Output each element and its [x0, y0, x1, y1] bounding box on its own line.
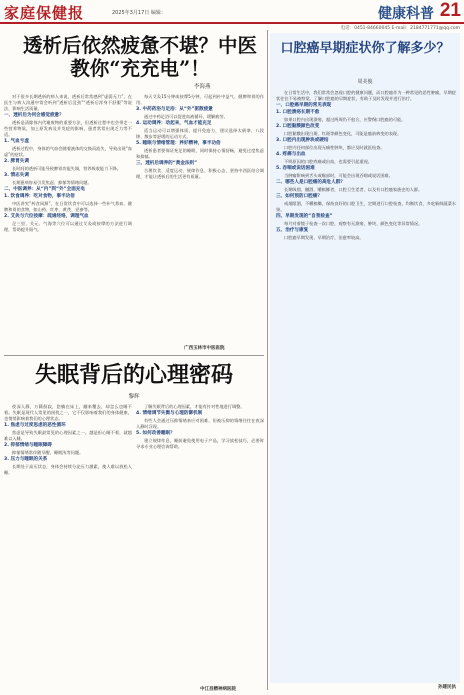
subheading: 3. 压力与睡眠的关系: [4, 457, 48, 462]
column-divider: [267, 30, 268, 690]
paragraph: 口腔黏膜出现白斑、红斑等颜色变化，可能是癌前病变的表现。: [284, 131, 402, 136]
page-header: [0, 0, 464, 24]
paragraph: 对于很多长期透析的病人来说，透析后常常感到“虚弱无力”，在医生与病人沟通中常会听到“透析后没劲”“透析后浑身不舒服”等说法，影响生活质量。: [4, 94, 132, 111]
subheading: 一、透析后为何会感觉疲惫？: [4, 113, 64, 118]
paragraph: 了解失眠背后的心理因素，才能有针对性地进行调整。: [144, 404, 245, 409]
paragraph: 透析患者要保证充足的睡眠，同时保持心情舒畅，避免过度焦虑和抑郁。: [136, 148, 264, 159]
subheading: 2. 抑郁情绪与睡眠障碍: [4, 443, 52, 448]
page-number: 21: [439, 0, 461, 21]
subheading: 五、治疗与康复: [276, 228, 309, 233]
paragraph: 长期吸烟、酗酒、嚼槟榔者，口腔卫生差者，以及有口腔癌家族史的人群。: [284, 187, 423, 192]
article1-headline: 透析后依然疲惫不堪？中医教你“充充电”！: [22, 34, 257, 80]
article1-column-2: [136, 94, 264, 350]
article3-headline: 失眠背后的心理密码: [34, 362, 233, 388]
subheading: 1. 焦虑与过度思虑的恶性循环: [4, 423, 66, 428]
paragraph: 夜深人静，万籁俱寂，您躺在床上，翻来覆去，却怎么也睡不着。失眠是现代人常见的困扰之一，它不仅影响着我们的身体健康，也悄悄影响着我们的心理状态。: [4, 404, 132, 421]
article1-source: 广西玉林市中医医院: [184, 346, 225, 351]
paragraph: 长期患病容易引发焦虑、抑郁等情绪问题。: [12, 180, 92, 185]
article2-byline: 周美俊: [357, 79, 373, 85]
article3-column-2: [136, 404, 264, 686]
subheading: 1. 气血亏虚: [4, 139, 29, 144]
paragraph: 通过中药足浴可以促进血液循环，缓解疲劳。: [144, 114, 228, 119]
subheading: 2. 口腔黏膜颜色改变: [276, 124, 320, 129]
section-title-right: 健康科普: [378, 6, 434, 22]
paragraph: 长期处于高压状态，身体会持续分泌压力激素，使人难以放松入睡。: [4, 464, 132, 475]
paragraph: 每天艾灸15分钟或按摩5分钟，可起到补中益气、健脾和胃的作用。: [136, 94, 264, 105]
paragraph: 建立规律作息，睡前避免使用电子产品，学习放松技巧，必要时寻求专业心理咨询帮助。: [136, 438, 264, 449]
paragraph: 透析是清除体内代谢废物的重要方法，但透析过程中也会带走一些营养物质，加上原发病及并发症的影响，患者常常出现乏力等不适。: [4, 120, 132, 137]
article2-column: [276, 90, 456, 680]
subheading: 4. 运动调养：动起来，气血才能充足: [136, 121, 212, 126]
article3-column-1: [4, 404, 132, 686]
paragraph: 中医讲究“药食同源”，在日常饮食中可以选择一些补气养血、健脾和胃的食物，如山药、红枣、黄芪、党参等。: [4, 201, 132, 212]
issue-meta: 2025年3月17日 编辑：: [112, 10, 166, 16]
paragraph: 有些人会通过压抑情绪来应对困难，但被压抑的情绪往往在夜深人静时浮现。: [136, 418, 264, 429]
article2-source: 孙建民执: [438, 685, 456, 690]
subheading: 三、如何预防口腔癌？: [276, 194, 322, 199]
subheading: 2. 脾胃失调: [4, 159, 29, 164]
subheading: 3. 中药药浴与足浴：从“外”驱散疲惫: [136, 107, 213, 112]
article1-byline: 李海燕: [194, 84, 211, 90]
subheading: 二、中医调养：从“内”到“外”全面充电: [4, 187, 85, 192]
subheading: 3. 情志失调: [4, 173, 29, 178]
paragraph: 足三里、关元、气海等穴位可以通过艾灸或按摩的方法进行调理，帮助提升阳气。: [4, 221, 132, 232]
article3-source: 中江县精神病医院: [200, 687, 236, 692]
paragraph: 合理饮食、适度运动、规律作息、积极心态，坚持中西医结合调理，才能让透析后的生活更有质量。: [136, 168, 264, 179]
subheading: 4. 疼痛与出血: [276, 152, 306, 157]
paragraph: 不明原因的口腔疼痛或出血，也需要引起重视。: [284, 159, 372, 164]
paragraph: 口腔内任何部位出现无痛性肿块，都应及时就医检查。: [284, 145, 385, 150]
paragraph: 焦虑是导致失眠最常见的心理因素之一。越是担心睡不着，就越难以入睡。: [4, 430, 132, 441]
subheading: 5. 如何改善睡眠？: [136, 431, 175, 436]
subheading: 5. 吞咽或说话困难: [276, 166, 315, 171]
paragraph: 每月对着镜子检查一次口腔，观察有无溃疡、肿块、颜色变化等异常情况。: [284, 221, 423, 226]
subheading: 1. 口腔溃疡长期不愈: [276, 110, 320, 115]
paragraph: 当肿瘤影响到舌头或喉部时，可能会出现吞咽或说话困难。: [284, 173, 393, 178]
subheading: 5. 睡眠与情绪管理：养好精神，事半功倍: [136, 141, 221, 146]
subheading: 3. 口腔内出现肿块或硬结: [276, 138, 329, 143]
article3-byline: 黎辉: [128, 394, 140, 400]
paragraph: 抑郁情绪常伴随早醒、睡眠浅等问题。: [12, 450, 84, 455]
subheading: 2. 艾灸与穴位按摩：疏通经络，调理气血: [4, 214, 89, 219]
paragraph: 长时间的透析可能导致脾胃功能失调，营养吸收能力下降。: [12, 166, 121, 171]
paragraph: 在日常生活中，我们常常会忽视口腔的健康问题，而口腔癌作为一种常见的恶性肿瘤，早期症状往往不易被察觉。了解口腔癌的早期症状，有助于及时发现并进行治疗。: [276, 90, 456, 101]
paragraph: 适当运动可以增强体质、提升免疫力，建议选择太极拳、八段锦、散步等舒缓的运动方式。: [136, 128, 264, 139]
article1-column-1: [4, 94, 132, 350]
paragraph: 透析过程中，身体的气血会随着液体的交换而流失，导致出现“血虚”的症状。: [4, 146, 132, 157]
article-divider: [4, 355, 264, 356]
subheading: 一、口腔癌早期的常见表现: [276, 103, 332, 108]
subheading: 三、透析后调养的“黄金法则”: [136, 161, 198, 166]
subheading: 二、哪些人是口腔癌的高危人群？: [276, 180, 345, 185]
subheading: 1. 饮食调养：吃对食物，事半功倍: [4, 194, 75, 199]
paragraph: 戒烟限酒，不嚼槟榔，保持良好的口腔卫生，定期进行口腔检查，均衡饮食，多吃新鲜蔬菜水果。: [276, 201, 456, 212]
article2-headline: 口腔癌早期症状你了解多少？: [280, 41, 450, 56]
section-title-left: 家庭保健报: [4, 4, 85, 22]
paragraph: 口腔癌早期发现、早期治疗，治愈率较高。: [284, 235, 364, 240]
subheading: 4. 情绪调节失衡与心理防御机制: [136, 411, 203, 416]
contact-line: 电话：0451-84660045 E-mail：2184771771@qq.com: [340, 26, 460, 31]
subheading: 四、早期发现的“自我检查”: [276, 214, 333, 219]
paragraph: 如果口腔内出现溃疡，超过两周仍不愈合，应警惕口腔癌的可能。: [284, 117, 406, 122]
